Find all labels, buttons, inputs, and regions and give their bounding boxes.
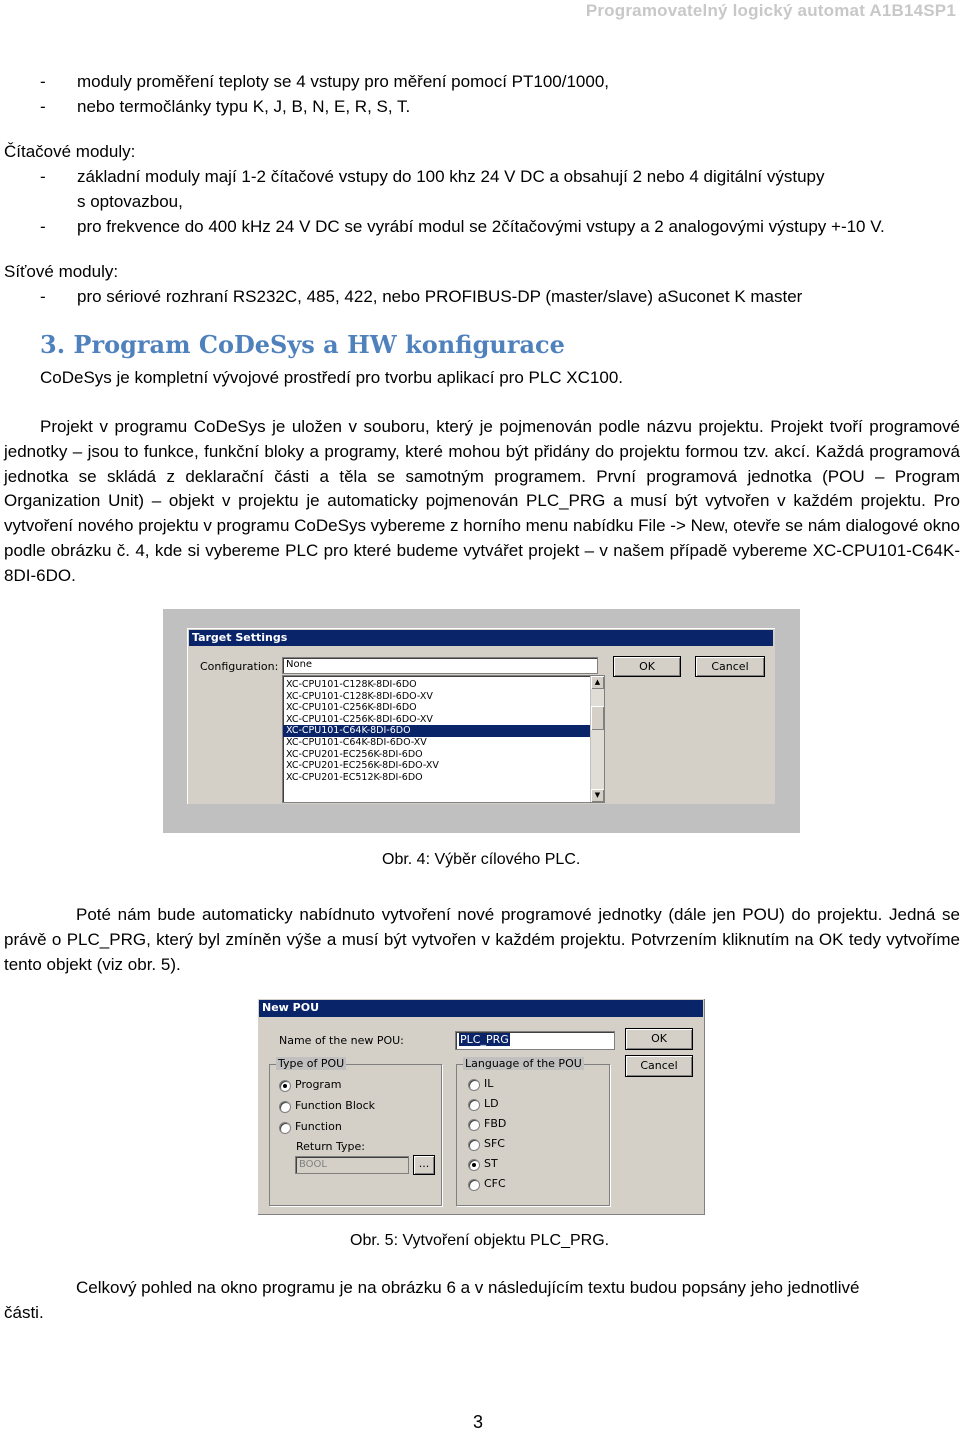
counter-modules-heading: Čítačové moduly: — [4, 142, 136, 161]
configuration-select[interactable]: None — [282, 657, 598, 674]
configuration-option[interactable]: XC-CPU101-C128K-8DI-6DO-XV — [286, 690, 433, 702]
bullet-dash: - — [40, 97, 46, 116]
language-of-pou-group — [456, 1057, 610, 1206]
group-label: Type of POU — [278, 1057, 345, 1070]
configuration-dropdown-list[interactable] — [282, 675, 605, 803]
section-heading: 3. Program CoDeSys a HW konfigurace — [40, 330, 565, 359]
return-type-label: Return Type: — [296, 1140, 365, 1153]
pou-language-label[interactable]: CFC — [484, 1177, 506, 1190]
pou-language-label[interactable]: LD — [484, 1097, 499, 1110]
pou-language-radio[interactable] — [468, 1159, 480, 1171]
list-item-text: základní moduly mají 1-2 čítačové vstupy do 100 khz 24 V DC a obsahují 2 nebo 4 digitální výstupy — [77, 167, 825, 186]
new-pou-dialog — [257, 998, 705, 1215]
paragraph — [4, 415, 960, 589]
scroll-down-icon[interactable]: ▼ — [591, 789, 604, 802]
pou-language-label[interactable]: IL — [484, 1077, 494, 1090]
ok-button[interactable]: OK — [625, 1028, 693, 1050]
pou-language-radio[interactable] — [468, 1099, 480, 1111]
scroll-thumb[interactable] — [591, 706, 604, 730]
pou-type-label[interactable]: Program — [295, 1078, 342, 1091]
configuration-option[interactable]: XC-CPU101-C64K-8DI-6DO — [283, 725, 604, 737]
bullet-dash: - — [40, 217, 46, 236]
return-type-input: BOOL — [295, 1156, 409, 1174]
pou-name-input[interactable] — [455, 1031, 615, 1050]
paragraph-text: Poté nám bude automaticky nabídnuto vytvoření nové programové jednotky (dále jen POU) do projektu. Jedná se právě o PLC_PRG, který byl zmíněn výše a musí být vytvořen v každém projektu. Potvrzením kliknutím na OK tedy vytvoříme tento objekt (viz obr. 5). — [4, 905, 960, 974]
list-item-text: pro sériové rozhraní RS232C, 485, 422, nebo PROFIBUS-DP (master/slave) aSuconet K master — [77, 287, 803, 306]
pou-type-radio[interactable] — [279, 1080, 291, 1092]
pou-type-radio[interactable] — [279, 1122, 291, 1134]
pou-name-label: Name of the new POU: — [279, 1034, 404, 1047]
pou-language-radio[interactable] — [468, 1119, 480, 1131]
cancel-button[interactable]: Cancel — [625, 1055, 693, 1077]
pou-language-label[interactable]: FBD — [484, 1117, 507, 1130]
target-settings-screenshot — [163, 609, 800, 833]
section-intro: CoDeSys je kompletní vývojové prostředí pro tvorbu aplikací pro PLC XC100. — [40, 368, 623, 387]
configuration-option[interactable]: XC-CPU101-C256K-8DI-6DO — [286, 702, 417, 714]
bullet-dash: - — [40, 167, 46, 186]
dialog-title: Target Settings — [189, 630, 773, 646]
paragraph-line: Celkový pohled na okno programu je na obrázku 6 a v následujícím textu budou popsány jeho jednotlivé — [76, 1278, 860, 1297]
scroll-up-icon[interactable]: ▲ — [591, 676, 604, 689]
pou-name-value: PLC_PRG — [460, 1033, 509, 1046]
network-modules-heading: Síťové moduly: — [4, 262, 119, 281]
pou-language-label[interactable]: SFC — [484, 1137, 505, 1150]
figure-caption: Obr. 5: Vytvoření objektu PLC_PRG. — [350, 1232, 610, 1249]
configuration-option[interactable]: XC-CPU101-C128K-8DI-6DO — [286, 679, 417, 690]
paragraph-text: Projekt v programu CoDeSys je uložen v souboru, který je pojmenován podle názvu projektu. Projekt tvoří programové jednotky – jsou to funkce, funkční bloky a programy, které mohou být přidány do projektu formou tzv. akcí. Každá programová jednotka se skládá z deklarační části a těla se samotným programem. První programová jednotka (POU – Program Organization Unit) – objekt v projektu je automaticky pojmenován PLC_PRG a musí být vytvořen v každém projektu. Pro vytvoření nového projektu v programu CoDeSys vybereme z horního menu nabídku File -> New, otevře se nám dialogové okno podle obrázku č. 4, kde si vybereme PLC pro které budeme vytvářet projekt – v našem případě vybereme XC-CPU101-C64K-8DI-6DO. — [4, 417, 960, 585]
bullet-dash: - — [40, 287, 46, 306]
pou-language-label[interactable]: ST — [484, 1157, 498, 1170]
cancel-button[interactable]: Cancel — [695, 656, 765, 677]
type-of-pou-group — [269, 1057, 442, 1206]
scrollbar[interactable] — [590, 676, 604, 802]
paragraph-line: části. — [4, 1303, 44, 1322]
ok-button[interactable]: OK — [613, 656, 681, 677]
configuration-option[interactable]: XC-CPU101-C64K-8DI-6DO-XV — [286, 736, 427, 748]
target-settings-dialog — [187, 628, 775, 804]
pou-language-radio[interactable] — [468, 1179, 480, 1191]
dialog-title: New POU — [259, 1000, 703, 1017]
configuration-option[interactable]: XC-CPU101-C256K-8DI-6DO-XV — [286, 713, 433, 725]
configuration-option[interactable]: XC-CPU201-EC256K-8DI-6DO-XV — [286, 760, 439, 772]
configuration-option[interactable]: XC-CPU201-EC256K-8DI-6DO — [286, 748, 423, 760]
list-item-text: pro frekvence do 400 kHz 24 V DC se vyrábí modul se 2čítačovými vstupy a 2 analogovými výstupy +-10 V. — [77, 217, 885, 236]
pou-language-radio[interactable] — [468, 1139, 480, 1151]
list-item-text: s optovazbou, — [77, 192, 183, 211]
list-item-text: moduly proměření teploty se 4 vstupy pro měření pomocí PT100/1000, — [77, 72, 609, 91]
pou-language-radio[interactable] — [468, 1079, 480, 1091]
page-number: 3 — [473, 1412, 484, 1432]
group-label: Language of the POU — [465, 1057, 582, 1070]
configuration-option[interactable]: XC-CPU201-EC512K-8DI-6DO — [286, 771, 423, 783]
configuration-label: Configuration: — [200, 660, 279, 673]
bullet-dash: - — [40, 72, 46, 91]
pou-type-radio[interactable] — [279, 1101, 291, 1113]
pou-type-label[interactable]: Function — [295, 1120, 342, 1133]
figure-caption: Obr. 4: Výběr cílového PLC. — [382, 851, 581, 868]
paragraph — [4, 903, 960, 977]
pou-type-label[interactable]: Function Block — [295, 1099, 376, 1112]
browse-button[interactable]: ... — [413, 1155, 435, 1175]
list-item-text: nebo termočlánky typu K, J, B, N, E, R, S, T. — [77, 97, 411, 116]
running-header: Programovatelný logický automat A1B14SP1 — [585, 1, 956, 20]
